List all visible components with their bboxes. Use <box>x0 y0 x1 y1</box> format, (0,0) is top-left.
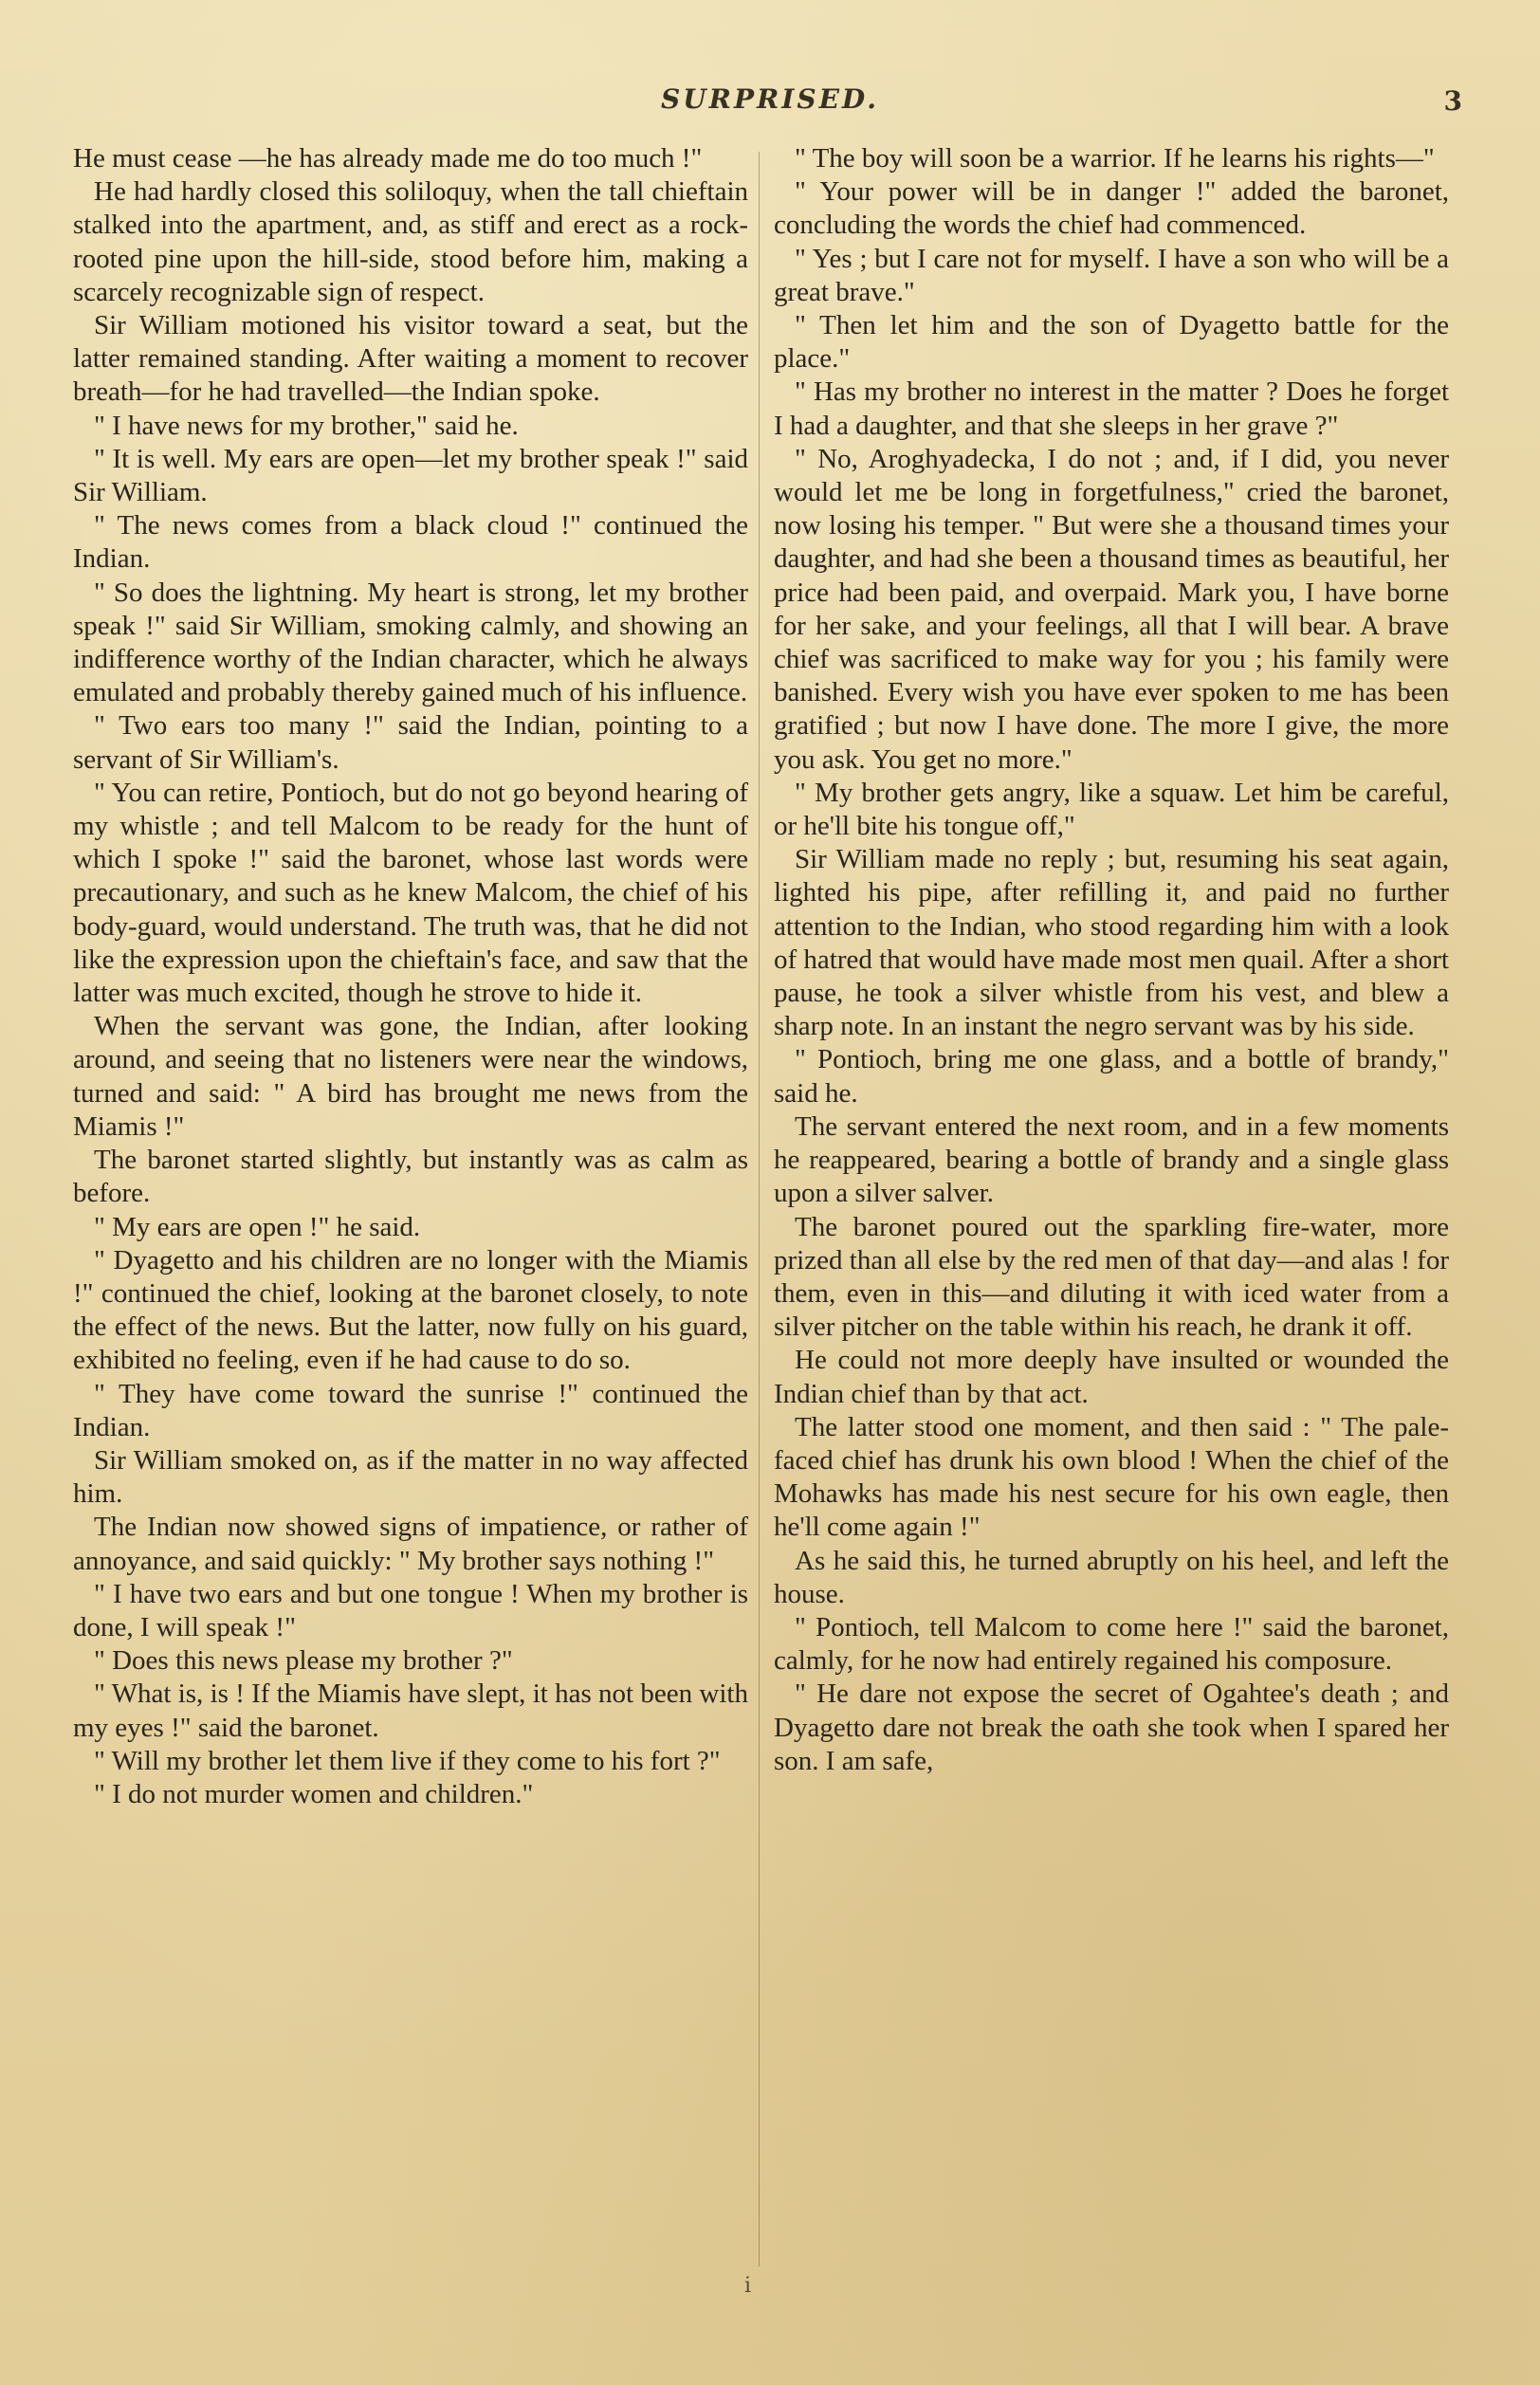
paragraph: " I have two ears and but one tongue ! When my brother is done, I will speak !" <box>73 1578 748 1642</box>
right-column <box>774 142 1449 1778</box>
paragraph: " Then let him and the son of Dyagetto battle for the place." <box>774 310 1449 375</box>
paragraph: The servant entered the next room, and in a few moments he reappeared, bearing a bottle of brandy and a single glass upon a silver salver. <box>774 1110 1449 1209</box>
paragraph: The Indian now showed signs of impatience, or rather of annoyance, and said quickly: " My brother says nothing !" <box>73 1512 748 1576</box>
paragraph: " Dyagetto and his children are no longer with the Miamis !" continued the chief, looking at the baronet closely, to note the effect of the news. But the latter, now fully on his guard, exhibited no feeling, even if he had cause to do so. <box>73 1244 748 1376</box>
column-divider <box>759 152 760 2266</box>
paragraph: " My ears are open !" he said. <box>94 1211 421 1242</box>
paragraph: He must cease —he has already made me do too much !" <box>73 143 703 174</box>
paragraph: " Has my brother no interest in the matter ? Does he forget I had a daughter, and that she sleeps in her grave ?" <box>774 376 1449 441</box>
paragraph: When the servant was gone, the Indian, after looking around, and seeing that no listeners were near the windows, turned and said: " A bird has brought me news from the Miamis !" <box>73 1011 748 1142</box>
paragraph: " You can retire, Pontioch, but do not go beyond hearing of my whistle ; and tell Malcom to be ready for the hunt of which I spoke !" said the baronet, whose last words were precautionary, and such as he knew Malcom, the chief of his body-guard, would understand. The truth was, that he did not like the expression upon the chieftain's face, and saw that the latter was much excited, though he strove to hide it. <box>73 777 748 1009</box>
paragraph: The baronet started slightly, but instantly was as calm as before. <box>73 1145 748 1209</box>
paragraph: " It is well. My ears are open—let my brother speak !" said Sir William. <box>73 443 748 508</box>
left-column <box>73 142 748 1811</box>
paragraph: " The boy will soon be a warrior. If he learns his rights—" <box>795 143 1435 174</box>
paragraph: " Two ears too many !" said the Indian, pointing to a servant of Sir William's. <box>73 710 748 775</box>
page-number: 3 <box>1443 85 1462 117</box>
bottom-mark: i <box>744 2274 752 2298</box>
paragraph: The latter stood one moment, and then said : " The pale-faced chief has drunk his own blood ! When the chief of the Mohawks has made his nest secure for his own eagle, then he'll come again !" <box>774 1411 1449 1543</box>
paragraph: " My brother gets angry, like a squaw. Let him be careful, or he'll bite his tongue off," <box>774 777 1449 842</box>
paragraph: " Does this news please my brother ?" <box>94 1645 513 1677</box>
running-title: SURPRISED. <box>661 83 879 115</box>
paragraph: Sir William motioned his visitor toward a seat, but the latter remained standing. After waiting a moment to recover breath—for he had travelled—the Indian spoke. <box>73 310 748 408</box>
paragraph: " What is, is ! If the Miamis have slept, it has not been with my eyes !" said the baronet. <box>73 1679 748 1743</box>
paragraph: He had hardly closed this soliloquy, when the tall chieftain stalked into the apartment, and, as stiff and erect as a rock-rooted pine upon the hill-side, stood before him, making a scarcely recognizable sign of respect. <box>73 176 748 307</box>
paragraph: " Will my brother let them live if they come to his fort ?" <box>94 1745 721 1776</box>
paragraph: " The news comes from a black cloud !" continued the Indian. <box>73 510 748 575</box>
paragraph: " He dare not expose the secret of Ogahtee's death ; and Dyagetto dare not break the oath she took when I spared her son. I am safe, <box>774 1679 1449 1776</box>
paragraph: " I do not murder women and children." <box>94 1778 534 1809</box>
paragraph: Sir William smoked on, as if the matter in no way affected him. <box>73 1444 748 1510</box>
paragraph: " Pontioch, bring me one glass, and a bottle of brandy," said he. <box>774 1044 1449 1109</box>
paragraph: As he said this, he turned abruptly on his heel, and left the house. <box>774 1545 1449 1609</box>
paragraph: " Yes ; but I care not for myself. I have a son who will be a great brave." <box>774 243 1449 307</box>
paragraph: " So does the lightning. My heart is strong, let my brother speak !" said Sir William, smoking calmly, and showing an indifference worthy of the Indian character, which he always emulated and probably thereby gained much of his influence. <box>73 577 748 708</box>
paragraph: The baronet poured out the sparkling fire-water, more prized than all else by the red men of that day—and alas ! for them, even in this—and diluting it with iced water from a silver pitcher on the table within his reach, he drank it off. <box>774 1211 1449 1343</box>
paragraph: " No, Aroghyadecka, I do not ; and, if I did, you never would let me be long in forgetfulness," cried the baronet, now losing his temper. " But were she a thousand times your daughter, and had she been a thousand times as beautiful, her price had been paid, and overpaid. Mark you, I have borne for her sake, and your feelings, all that I will bear. A brave chief was sacrificed to make way for you ; his family were banished. Every wish you have ever spoken to me has been gratified ; but now I have done. The more I give, the more you ask. You get no more." <box>774 443 1449 775</box>
paragraph: " They have come toward the sunrise !" continued the Indian. <box>73 1378 748 1442</box>
paragraph: Sir William made no reply ; but, resuming his seat again, lighted his pipe, after refilling it, and paid no further attention to the Indian, who stood regarding him with a look of hatred that would have made most men quail. After a short pause, he took a silver whistle from his vest, and blew a sharp note. In an instant the negro servant was by his side. <box>774 844 1449 1042</box>
paragraph: " Your power will be in danger !" added the baronet, concluding the words the chief had commenced. <box>774 176 1449 241</box>
paragraph: He could not more deeply have insulted or wounded the Indian chief than by that act. <box>774 1345 1449 1409</box>
paragraph: " I have news for my brother," said he. <box>94 410 519 441</box>
paragraph: " Pontioch, tell Malcom to come here !" said the baronet, calmly, for he now had entirely regained his composure. <box>774 1611 1449 1677</box>
